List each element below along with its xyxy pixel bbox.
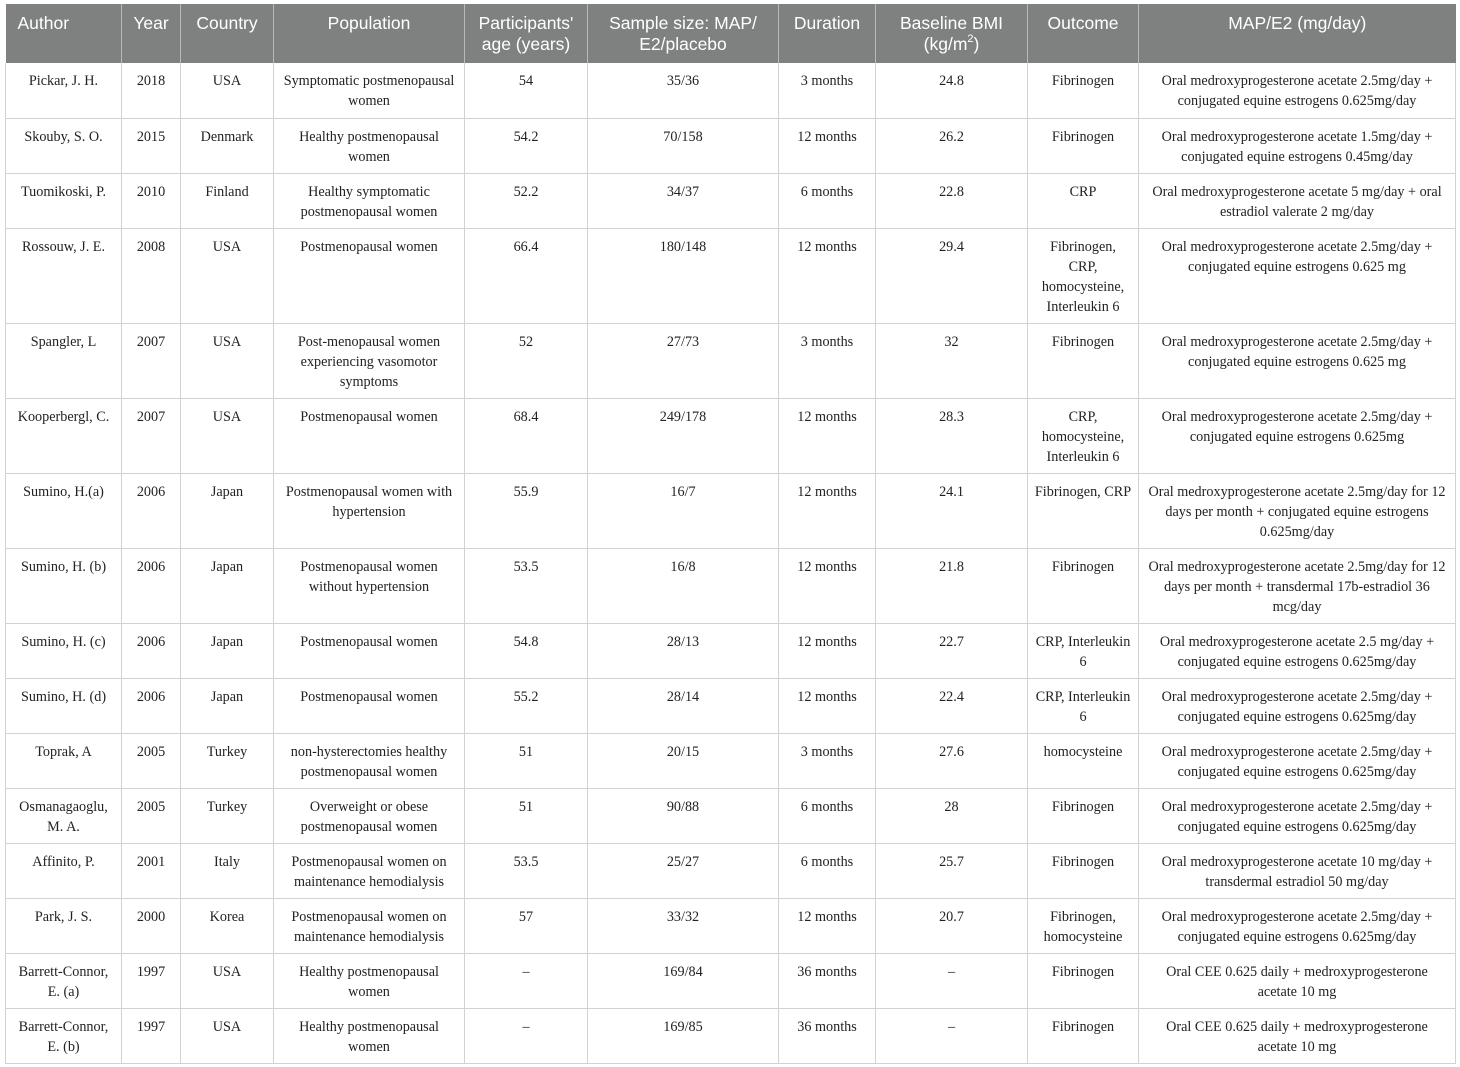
header-row xyxy=(6,4,1456,63)
cell-year: 2006 xyxy=(122,473,181,548)
cell-sample: 16/8 xyxy=(588,548,779,623)
cell-outcome: Fibrinogen xyxy=(1028,118,1139,173)
cell-outcome: CRP xyxy=(1028,173,1139,228)
cell-population: Postmenopausal women xyxy=(274,228,465,323)
cell-country: Turkey xyxy=(181,733,274,788)
cell-population: Healthy postmenopausal women xyxy=(274,953,465,1008)
table-row xyxy=(6,953,1456,1008)
cell-outcome: Fibrinogen xyxy=(1028,63,1139,118)
cell-dose: Oral medroxyprogesterone acetate 2.5mg/day + conjugated equine estrogens 0.625mg/day xyxy=(1139,788,1456,843)
cell-age: 52 xyxy=(465,323,588,398)
cell-population: non-hysterectomies healthy postmenopausal women xyxy=(274,733,465,788)
cell-duration: 3 months xyxy=(779,323,876,398)
study-characteristics-table xyxy=(5,4,1456,1064)
header-baseline-bmi xyxy=(876,4,1028,63)
cell-sample: 34/37 xyxy=(588,173,779,228)
cell-sample: 25/27 xyxy=(588,843,779,898)
cell-population: Postmenopausal women xyxy=(274,398,465,473)
table-row xyxy=(6,788,1456,843)
cell-dose: Oral medroxyprogesterone acetate 2.5mg/day + conjugated equine estrogens 0.625mg/day xyxy=(1139,898,1456,953)
cell-year: 2005 xyxy=(122,733,181,788)
cell-dose: Oral medroxyprogesterone acetate 2.5mg/day + conjugated equine estrogens 0.625 mg xyxy=(1139,228,1456,323)
cell-author: Park, J. S. xyxy=(6,898,122,953)
cell-sample: 28/13 xyxy=(588,623,779,678)
cell-duration: 12 months xyxy=(779,623,876,678)
header-bmi-text: Baseline BMI (kg/m xyxy=(899,13,1004,54)
cell-bmi: 24.8 xyxy=(876,63,1028,118)
table-row xyxy=(6,623,1456,678)
cell-age: 54.8 xyxy=(465,623,588,678)
cell-sample: 70/158 xyxy=(588,118,779,173)
cell-bmi: 27.6 xyxy=(876,733,1028,788)
cell-age: 54.2 xyxy=(465,118,588,173)
cell-sample: 35/36 xyxy=(588,63,779,118)
cell-sample: 27/73 xyxy=(588,323,779,398)
cell-dose: Oral CEE 0.625 daily + medroxyprogesterone acetate 10 mg xyxy=(1139,953,1456,1008)
cell-age: 66.4 xyxy=(465,228,588,323)
cell-duration: 12 months xyxy=(779,473,876,548)
cell-age: 55.2 xyxy=(465,678,588,733)
study-characteristics-table-container xyxy=(5,4,1455,1064)
table-header xyxy=(6,4,1456,63)
cell-dose: Oral medroxyprogesterone acetate 10 mg/day + transdermal estradiol 50 mg/day xyxy=(1139,843,1456,898)
cell-duration: 6 months xyxy=(779,788,876,843)
cell-bmi: 28.3 xyxy=(876,398,1028,473)
cell-outcome: Fibrinogen xyxy=(1028,953,1139,1008)
cell-duration: 12 months xyxy=(779,898,876,953)
cell-year: 2010 xyxy=(122,173,181,228)
cell-country: Italy xyxy=(181,843,274,898)
cell-outcome: Fibrinogen xyxy=(1028,323,1139,398)
cell-year: 1997 xyxy=(122,953,181,1008)
cell-age: 51 xyxy=(465,733,588,788)
cell-bmi: 20.7 xyxy=(876,898,1028,953)
cell-age: 55.9 xyxy=(465,473,588,548)
cell-country: USA xyxy=(181,228,274,323)
header-year: Year xyxy=(122,4,181,63)
table-row xyxy=(6,1008,1456,1063)
cell-author: Sumino, H. (c) xyxy=(6,623,122,678)
table-row xyxy=(6,898,1456,953)
cell-outcome: Fibrinogen xyxy=(1028,843,1139,898)
cell-population: Postmenopausal women with hypertension xyxy=(274,473,465,548)
cell-bmi: – xyxy=(876,953,1028,1008)
cell-year: 2000 xyxy=(122,898,181,953)
cell-author: Kooperbergl, C. xyxy=(6,398,122,473)
cell-duration: 12 months xyxy=(779,398,876,473)
cell-bmi: – xyxy=(876,1008,1028,1063)
table-row xyxy=(6,678,1456,733)
cell-author: Barrett-Connor, E. (b) xyxy=(6,1008,122,1063)
cell-age: – xyxy=(465,1008,588,1063)
cell-author: Barrett-Connor, E. (a) xyxy=(6,953,122,1008)
cell-author: Osmanagaoglu, M. A. xyxy=(6,788,122,843)
table-row xyxy=(6,63,1456,118)
cell-country: Korea xyxy=(181,898,274,953)
cell-country: Turkey xyxy=(181,788,274,843)
cell-outcome: homocysteine xyxy=(1028,733,1139,788)
cell-author: Affinito, P. xyxy=(6,843,122,898)
cell-country: USA xyxy=(181,953,274,1008)
cell-country: Japan xyxy=(181,623,274,678)
cell-country: Denmark xyxy=(181,118,274,173)
table-row xyxy=(6,173,1456,228)
table-row xyxy=(6,228,1456,323)
cell-population: Overweight or obese postmenopausal women xyxy=(274,788,465,843)
cell-sample: 169/84 xyxy=(588,953,779,1008)
cell-year: 2005 xyxy=(122,788,181,843)
cell-dose: Oral medroxyprogesterone acetate 2.5mg/day + conjugated equine estrogens 0.625mg/day xyxy=(1139,63,1456,118)
cell-bmi: 26.2 xyxy=(876,118,1028,173)
cell-age: 53.5 xyxy=(465,843,588,898)
cell-sample: 20/15 xyxy=(588,733,779,788)
cell-bmi: 24.1 xyxy=(876,473,1028,548)
header-author: Author xyxy=(6,4,122,63)
cell-bmi: 22.4 xyxy=(876,678,1028,733)
cell-age: 57 xyxy=(465,898,588,953)
table-body xyxy=(6,63,1456,1063)
cell-outcome: CRP, homocysteine, Interleukin 6 xyxy=(1028,398,1139,473)
cell-author: Sumino, H.(a) xyxy=(6,473,122,548)
cell-outcome: CRP, Interleukin 6 xyxy=(1028,678,1139,733)
cell-outcome: CRP, Interleukin 6 xyxy=(1028,623,1139,678)
cell-dose: Oral medroxyprogesterone acetate 2.5mg/day + conjugated equine estrogens 0.625mg xyxy=(1139,398,1456,473)
header-dose: MAP/E2 (mg/day) xyxy=(1139,4,1456,63)
cell-sample: 90/88 xyxy=(588,788,779,843)
cell-population: Healthy postmenopausal women xyxy=(274,1008,465,1063)
cell-duration: 36 months xyxy=(779,1008,876,1063)
header-country: Country xyxy=(181,4,274,63)
cell-dose: Oral medroxyprogesterone acetate 5 mg/day + oral estradiol valerate 2 mg/day xyxy=(1139,173,1456,228)
table-row xyxy=(6,118,1456,173)
cell-author: Tuomikoski, P. xyxy=(6,173,122,228)
cell-duration: 3 months xyxy=(779,63,876,118)
table-row xyxy=(6,473,1456,548)
table-row xyxy=(6,733,1456,788)
cell-author: Rossouw, J. E. xyxy=(6,228,122,323)
cell-dose: Oral medroxyprogesterone acetate 2.5mg/day + conjugated equine estrogens 0.625 mg xyxy=(1139,323,1456,398)
cell-year: 2001 xyxy=(122,843,181,898)
cell-population: Post-menopausal women experiencing vasomotor symptoms xyxy=(274,323,465,398)
cell-country: Japan xyxy=(181,548,274,623)
cell-outcome: Fibrinogen, homocysteine xyxy=(1028,898,1139,953)
cell-sample: 16/7 xyxy=(588,473,779,548)
cell-year: 2007 xyxy=(122,398,181,473)
cell-bmi: 29.4 xyxy=(876,228,1028,323)
cell-author: Skouby, S. O. xyxy=(6,118,122,173)
cell-population: Healthy postmenopausal women xyxy=(274,118,465,173)
cell-year: 2006 xyxy=(122,678,181,733)
cell-year: 2008 xyxy=(122,228,181,323)
cell-country: Japan xyxy=(181,473,274,548)
cell-age: – xyxy=(465,953,588,1008)
header-bmi-close: ) xyxy=(973,34,980,54)
cell-outcome: Fibrinogen xyxy=(1028,548,1139,623)
header-sample-size: Sample size: MAP/ E2/placebo xyxy=(588,4,779,63)
cell-population: Postmenopausal women on maintenance hemodialysis xyxy=(274,898,465,953)
cell-age: 53.5 xyxy=(465,548,588,623)
cell-year: 2006 xyxy=(122,548,181,623)
cell-duration: 3 months xyxy=(779,733,876,788)
cell-year: 2006 xyxy=(122,623,181,678)
cell-duration: 12 months xyxy=(779,678,876,733)
cell-country: Finland xyxy=(181,173,274,228)
cell-country: USA xyxy=(181,1008,274,1063)
cell-population: Postmenopausal women xyxy=(274,623,465,678)
cell-duration: 6 months xyxy=(779,843,876,898)
cell-age: 51 xyxy=(465,788,588,843)
cell-outcome: Fibrinogen xyxy=(1028,1008,1139,1063)
cell-year: 2015 xyxy=(122,118,181,173)
cell-bmi: 22.8 xyxy=(876,173,1028,228)
cell-bmi: 22.7 xyxy=(876,623,1028,678)
cell-dose: Oral CEE 0.625 daily + medroxyprogesterone acetate 10 mg xyxy=(1139,1008,1456,1063)
table-row xyxy=(6,398,1456,473)
table-row xyxy=(6,548,1456,623)
cell-dose: Oral medroxyprogesterone acetate 2.5 mg/day + conjugated equine estrogens 0.625mg/day xyxy=(1139,623,1456,678)
cell-bmi: 21.8 xyxy=(876,548,1028,623)
cell-author: Pickar, J. H. xyxy=(6,63,122,118)
cell-population: Postmenopausal women on maintenance hemodialysis xyxy=(274,843,465,898)
cell-duration: 12 months xyxy=(779,228,876,323)
header-bmi-superscript: 2 xyxy=(967,33,974,46)
cell-age: 52.2 xyxy=(465,173,588,228)
cell-outcome: Fibrinogen, CRP, homocysteine, Interleukin 6 xyxy=(1028,228,1139,323)
header-population: Population xyxy=(274,4,465,63)
cell-author: Sumino, H. (d) xyxy=(6,678,122,733)
cell-year: 2018 xyxy=(122,63,181,118)
header-age: Participants' age (years) xyxy=(465,4,588,63)
cell-duration: 12 months xyxy=(779,548,876,623)
cell-outcome: Fibrinogen xyxy=(1028,788,1139,843)
cell-dose: Oral medroxyprogesterone acetate 2.5mg/day + conjugated equine estrogens 0.625mg/day xyxy=(1139,733,1456,788)
cell-population: Symptomatic postmenopausal women xyxy=(274,63,465,118)
cell-bmi: 25.7 xyxy=(876,843,1028,898)
cell-population: Healthy symptomatic postmenopausal women xyxy=(274,173,465,228)
cell-sample: 33/32 xyxy=(588,898,779,953)
header-duration: Duration xyxy=(779,4,876,63)
cell-country: USA xyxy=(181,63,274,118)
cell-age: 68.4 xyxy=(465,398,588,473)
cell-sample: 28/14 xyxy=(588,678,779,733)
cell-bmi: 28 xyxy=(876,788,1028,843)
cell-dose: Oral medroxyprogesterone acetate 1.5mg/day + conjugated equine estrogens 0.45mg/day xyxy=(1139,118,1456,173)
cell-duration: 12 months xyxy=(779,118,876,173)
header-outcome: Outcome xyxy=(1028,4,1139,63)
cell-age: 54 xyxy=(465,63,588,118)
cell-year: 2007 xyxy=(122,323,181,398)
cell-population: Postmenopausal women xyxy=(274,678,465,733)
cell-dose: Oral medroxyprogesterone acetate 2.5mg/day + conjugated equine estrogens 0.625mg/day xyxy=(1139,678,1456,733)
cell-year: 1997 xyxy=(122,1008,181,1063)
cell-outcome: Fibrinogen, CRP xyxy=(1028,473,1139,548)
cell-dose: Oral medroxyprogesterone acetate 2.5mg/day for 12 days per month + conjugated equine estrogens 0.625mg/day xyxy=(1139,473,1456,548)
cell-dose: Oral medroxyprogesterone acetate 2.5mg/day for 12 days per month + transdermal 17b-estradiol 36 mcg/day xyxy=(1139,548,1456,623)
cell-author: Spangler, L xyxy=(6,323,122,398)
cell-bmi: 32 xyxy=(876,323,1028,398)
cell-population: Postmenopausal women without hypertension xyxy=(274,548,465,623)
cell-sample: 169/85 xyxy=(588,1008,779,1063)
cell-country: USA xyxy=(181,398,274,473)
cell-sample: 180/148 xyxy=(588,228,779,323)
cell-author: Sumino, H. (b) xyxy=(6,548,122,623)
table-row xyxy=(6,843,1456,898)
cell-duration: 36 months xyxy=(779,953,876,1008)
cell-duration: 6 months xyxy=(779,173,876,228)
cell-author: Toprak, A xyxy=(6,733,122,788)
table-row xyxy=(6,323,1456,398)
cell-country: USA xyxy=(181,323,274,398)
cell-country: Japan xyxy=(181,678,274,733)
cell-sample: 249/178 xyxy=(588,398,779,473)
